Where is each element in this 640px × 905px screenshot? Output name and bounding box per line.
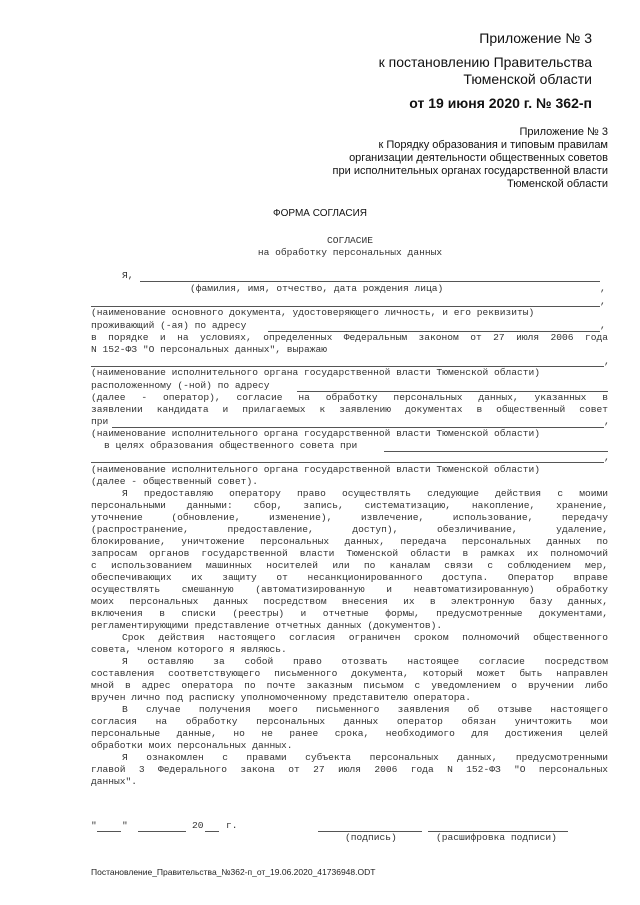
residing-label: проживающий (-ая) по адресу [91, 320, 247, 331]
day-field[interactable] [97, 831, 121, 832]
sub-line-4: Тюменской области [506, 178, 608, 190]
p3-line-2: мной в адрес оператора по почте заказным письмом с уведомлением о вручении либо [91, 680, 608, 691]
p3-line-1: составления соответствующего письменного документа, который может быть направлен [91, 668, 608, 679]
sub-line-2: организации деятельности общественных советов [349, 152, 608, 164]
operator-line-2: заявлении кандидата и прилагаемых к заявлению документах в общественный совет [91, 404, 608, 415]
appendix-label: Приложение № 3 [479, 30, 592, 46]
month-field[interactable] [138, 831, 186, 832]
document-page: Приложение № 3 к постановлению Правительства Тюменской области от 19 июня 2020 г. № 362-п Приложение № 3 к Порядку образования и типовым правилам организации деятельности общественных советов при исполнительных органах государственной власти Тюменской области ФОРМА СОГЛАСИЯ СОГЛАСИЕ на обработку персональных данных Я, , (фамилия, имя, отчество, дата рождения лица) , (наименование основного документа, удостоверяющего личность, и его реквизиты) проживающий (-ая) по адресу , в порядке и на условиях, определенных Федеральным законом от 27 июля 2006 года N 152-ФЗ "О персональных данных", выражаю , (наименование исполнительного органа государственной власти Тюменской области) расположенному (-ной) по адресу (далее - оператор), согласие на обработку персональных данных, указанных в заявлении кандидата и прилагаемых к заявлению документах в общественный совет при , (наименование исполнительного органа государственной власти Тюменской области) в целях образования общественного совета при , (наименование исполнительного органа государственной власти Тюменской области) (далее - общественный совет). Я предоставляю оператору право осуществлять следующие действия с моими персональными данными: сбор, запись, систематизацию, накопление, хранение, уточнение (обновление, изменение), извлечение, использование, передачу (распространение, предоставление, доступ), обезличивание, удаление, блокирование, уничтожение персональных данных, передача персональных данных по запросам органов государственной власти Тюменской области в рамках их полномочий с использованием машинных носителей или по каналам связи с соблюдением мер, обеспечивающих их защиту от несанкционированного доступа. Оператор вправе осуществлять смешанную (автоматизированную и неавтоматизированную) обработку моих персональных данных посредством внесения их в электронную базу данных, включения в списки (реестры) и отчетные формы, предусмотренные документами, регламентирующими представление отчетных данных (документов). Срок действия настоящего согласия ограничен сроком полномочий общественного совета, членом которого я являюсь. Я оставляю за собой право отозвать настоящее согласие посредством составления соответствующего письменного документа, который может быть направлен мной в адрес оператора по почте заказным письмом с уведомлением о вручении либо вручен лично под расписку уполномоченному представителю оператора. В случае получения моего письменного заявления об отзыве настоящего согласия на обработку персональных данных оператор обязан уничтожить мои персональные данные, но не ранее срока, необходимого для достижения целей обработки моих персональных данных. Я ознакомлен с правами субъекта персональных данных, предусмотренными главой 3 Федерального закона от 27 июля 2006 года N 152-ФЗ "О персональных данных". " " 20 г. (подпись) (расшифровка подписи) Постановление_Правительства_№362-п_от_19.06.2020_41736948.ODT [0, 0, 640, 905]
organ-caption-1: (наименование исполнительного органа государственной власти Тюменской области) [91, 367, 541, 378]
p1-line-6: с использованием машинных носителей или по каналам связи с соблюдением мер, [91, 560, 608, 571]
region-label: Тюменской области [463, 71, 592, 87]
p2-line-0: Срок действия настоящего согласия ограничен сроком полномочий общественного [122, 632, 608, 643]
date-quote-open: " [91, 820, 97, 831]
at-label: при [91, 416, 109, 427]
order-line-1: в порядке и на условиях, определенных Федеральным законом от 27 июля 2006 года [91, 332, 608, 343]
consent-title: СОГЛАСИЕ [326, 235, 374, 246]
consent-subtitle: на обработку персональных данных [257, 247, 443, 258]
p1-line-7: обеспечивающих их защиту от несанкционированного доступа. Оператор вправе [91, 572, 608, 583]
p1-line-9: моих персональных данных посредством внесения их в электронную базу данных, [91, 596, 608, 607]
p3-line-0: Я оставляю за собой право отозвать настоящее согласие посредством [122, 656, 608, 667]
organ-field-3[interactable] [91, 462, 604, 463]
i-label: Я, [122, 270, 134, 281]
p4-line-3: обработки моих персональных данных. [91, 740, 293, 751]
p1-line-3: (распространение, предоставление, доступ), обезличивание, удаление, [91, 524, 608, 535]
year-field[interactable] [205, 831, 219, 832]
document-caption: (наименование основного документа, удостоверяющего личность, и его реквизиты) [91, 307, 535, 318]
p1-line-4: блокирование, уничтожение персональных данных, передача персональных данных по [91, 536, 608, 547]
order-line-2: N 152-ФЗ "О персональных данных", выражаю [91, 344, 328, 355]
p1-line-8: осуществлять смешанную (автоматизированную и неавтоматизированную) обработку [91, 584, 608, 595]
p1-line-0: Я предоставляю оператору право осуществлять следующие действия с моими [122, 488, 608, 499]
organ-caption-2: (наименование исполнительного органа государственной власти Тюменской области) [91, 428, 541, 439]
year-prefix: 20 [192, 820, 204, 831]
p1-line-1: персональными данными: сбор, запись, систематизацию, накопление, хранение, [91, 500, 608, 511]
signature-decode-label: (расшифровка подписи) [436, 832, 557, 843]
sub-line-1: к Порядку образования и типовым правилам [378, 139, 608, 151]
p4-line-0: В случае получения моего письменного заявления об отзыве настоящего [122, 704, 608, 715]
purpose-organ-field[interactable] [384, 451, 608, 452]
p2-line-1: совета, членом которого я являюсь. [91, 644, 287, 655]
resolution-date-number: от 19 июня 2020 г. № 362-п [409, 95, 592, 111]
p1-line-5: запросам органов государственной власти Тюменской области в рамках их полномочий [91, 548, 608, 559]
signature-label: (подпись) [345, 832, 397, 843]
fio-field[interactable] [140, 281, 600, 282]
purpose-label: в целях образования общественного совета при [104, 440, 358, 451]
form-title [0, 208, 640, 219]
form-title-text: ФОРМА СОГЛАСИЯ [273, 208, 367, 219]
date-quote-close: " [122, 820, 128, 831]
p3-line-3: вручен лично под расписку уполномоченному представителю оператора. [91, 692, 471, 703]
p1-line-11: регламентирующими представление отчетных данных (документов). [91, 620, 443, 631]
operator-line-1: (далее - оператор), согласие на обработку персональных данных, указанных в [91, 392, 608, 403]
p4-line-1: согласия на обработку персональных данных оператор обязан уничтожить мои [91, 716, 608, 727]
p4-line-2: персональные данные, но не ранее срока, необходимого для достижения целей [91, 728, 608, 739]
fio-caption: (фамилия, имя, отчество, дата рождения лица) [190, 283, 444, 294]
resolution-label: к постановлению Правительства [378, 54, 592, 70]
p1-line-2: уточнение (обновление, изменение), извлечение, использование, передачу [91, 512, 608, 523]
year-suffix: г. [226, 820, 238, 831]
council-note: (далее - общественный совет). [91, 476, 258, 487]
located-label: расположенному (-ной) по адресу [91, 380, 270, 391]
p1-line-10: включения в списки (реестры) и отчетные формы, предусмотренные документами, [91, 608, 608, 619]
sub-line-3: при исполнительных органах государственной власти [332, 165, 608, 177]
organ-caption-3: (наименование исполнительного органа государственной власти Тюменской области) [91, 464, 541, 475]
p5-line-0: Я ознакомлен с правами субъекта персональных данных, предусмотренными [122, 752, 608, 763]
document-footer: Постановление_Правительства_№362-п_от_19.06.2020_41736948.ODT [91, 867, 376, 877]
sub-appendix-label: Приложение № 3 [519, 126, 608, 138]
p5-line-2: данных". [91, 776, 138, 787]
p5-line-1: главой 3 Федерального закона от 27 июля 2006 года N 152-ФЗ "О персональных [91, 764, 608, 775]
